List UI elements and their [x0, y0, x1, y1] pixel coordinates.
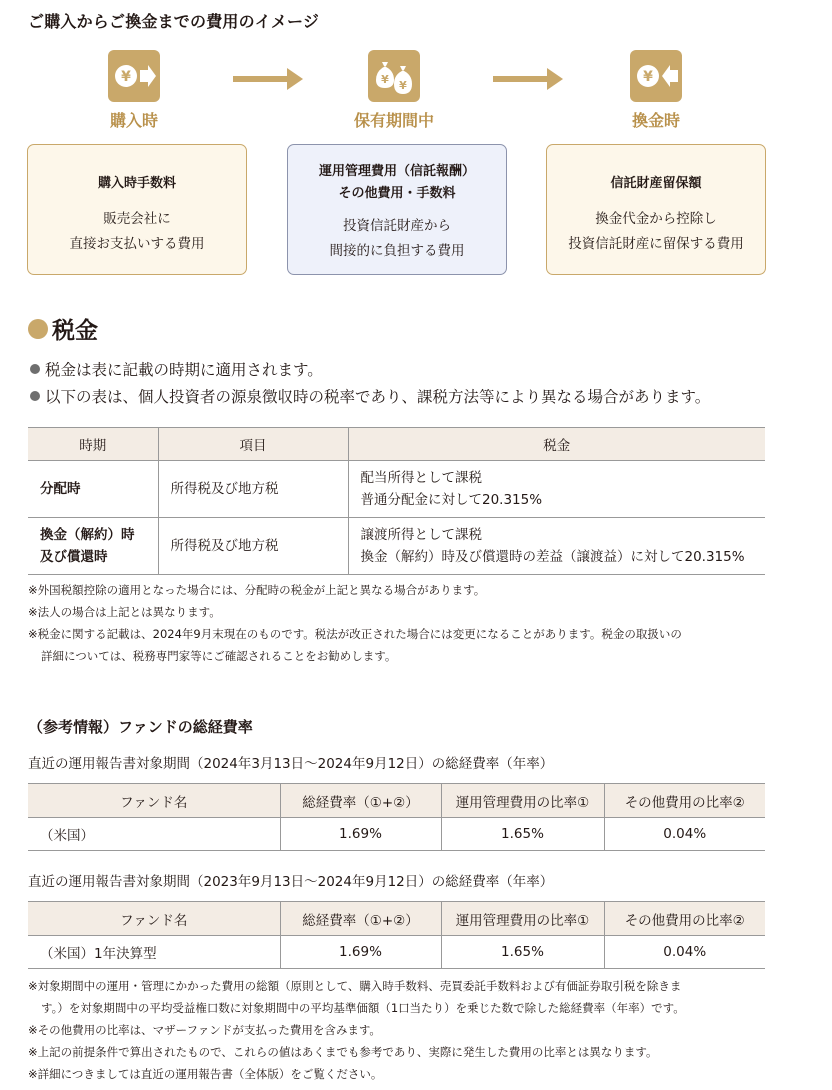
- tax-detail: 配当所得として課税 普通分配金に対して20.315%: [348, 461, 765, 518]
- stage-redemption: [546, 50, 766, 131]
- note-item: ※外国税額控除の適用となった場合には、分配時の税金が上記と異なる場合があります。: [28, 583, 486, 597]
- period-label: 直近の運用報告書対象期間（2024年3月13日～2024年9月12日）の総経費率（年率）: [28, 756, 554, 772]
- cost-box-desc: 投資信託財産から: [343, 218, 451, 234]
- cost-box-holding: [287, 144, 507, 275]
- stage-label: 換金時: [631, 111, 680, 130]
- tax-table: [28, 427, 765, 575]
- yen-arrow-in-icon: [108, 50, 160, 102]
- stage-holding: [284, 50, 504, 131]
- expense-ratio-table: [28, 901, 765, 969]
- yen-money-bags-icon: [368, 50, 420, 102]
- expense-ratio-table: [28, 783, 765, 851]
- cost-box-desc: 間接的に負担する費用: [329, 243, 465, 259]
- section-dot-icon: [28, 319, 48, 339]
- table-header-row: [28, 902, 765, 936]
- table-header: ファンド名: [28, 784, 280, 818]
- note-item: ※その他費用の比率は、マザーファンドが支払った費用を含みます。: [28, 1023, 381, 1037]
- table-header: 項目: [158, 428, 348, 461]
- tax-item: 所得税及び地方税: [158, 461, 348, 518]
- note-item: ※上記の前提条件で算出されたもので、これらの値はあくまでも参考であり、実際に発生した費用の比率とは異なります。: [28, 1045, 658, 1059]
- bullet-item: 以下の表は、個人投資者の源泉徴収時の税率であり、課税方法等により異なる場合があります。: [30, 386, 710, 408]
- stage-label: 購入時: [109, 111, 158, 130]
- table-header: その他費用の比率②: [604, 902, 765, 936]
- table-header-row: [28, 784, 765, 818]
- mgmt-ratio: 1.65%: [441, 936, 604, 969]
- reference-notes: [28, 975, 773, 1085]
- table-header: 時期: [28, 428, 158, 461]
- period-label: 直近の運用報告書対象期間（2023年9月13日～2024年9月12日）の総経費率（年率）: [28, 874, 554, 890]
- section-title: 税金: [52, 318, 98, 344]
- cost-box-purchase: [27, 144, 247, 275]
- yen-arrow-out-icon: [630, 50, 682, 102]
- cost-box-redemption: [546, 144, 766, 275]
- other-ratio: 0.04%: [604, 936, 765, 969]
- tax-timing: 換金（解約）時 及び償還時: [28, 518, 158, 575]
- table-header-row: [28, 428, 765, 461]
- svg-text:¥: ¥: [399, 79, 407, 92]
- note-item: ※詳細につきましては直近の運用報告書（全体版）をご覧ください。: [28, 1067, 383, 1081]
- table-header: 税金: [348, 428, 765, 461]
- table-row: [28, 461, 765, 518]
- cost-box-desc: 販売会社に: [103, 211, 171, 227]
- tax-detail: 譲渡所得として課税 換金（解約）時及び償還時の差益（譲渡益）に対して20.315%: [348, 518, 765, 575]
- note-item: ※税金に関する記載は、2024年9月末現在のものです。税法が改正された場合には変更になることがあります。税金の取扱いの 詳細については、税務専門家等にご確認されることをお勧めします。: [28, 627, 682, 663]
- stage-purchase: [24, 50, 244, 131]
- table-row: [28, 518, 765, 575]
- other-ratio: 0.04%: [604, 818, 765, 851]
- note-item: ※対象期間中の運用・管理にかかった費用の総額（原則として、購入時手数料、売買委託手数料および有価証券取引税を除きま す。）を対象期間中の平均受益権口数に対象期間中の平均基準価額（1口当たり）を乗じた数で除した総経費率（年率）です。: [28, 979, 685, 1015]
- table-header: その他費用の比率②: [604, 784, 765, 818]
- note-item: ※法人の場合は上記とは異なります。: [28, 605, 221, 619]
- tax-timing: 分配時: [28, 461, 158, 518]
- cost-box-desc: 投資信託財産に留保する費用: [568, 236, 744, 252]
- table-header: 総経費率（①+②）: [280, 784, 441, 818]
- cost-box-desc: 換金代金から控除し: [595, 211, 717, 227]
- svg-text:¥: ¥: [121, 69, 131, 85]
- bullet-item: 税金は表に記載の時期に適用されます。: [30, 359, 323, 381]
- tax-notes: [28, 579, 773, 667]
- table-header: 運用管理費用の比率①: [441, 902, 604, 936]
- mgmt-ratio: 1.65%: [441, 818, 604, 851]
- table-row: [28, 936, 765, 969]
- cost-box-title: 購入時手数料: [97, 176, 176, 191]
- section-heading: [28, 312, 98, 345]
- cost-box-desc: 直接お支払いする費用: [69, 236, 205, 252]
- cost-box-title: 運用管理費用（信託報酬）: [318, 164, 475, 179]
- svg-text:¥: ¥: [643, 69, 653, 85]
- total-ratio: 1.69%: [280, 818, 441, 851]
- cost-box-title: 信託財産留保額: [610, 176, 702, 191]
- table-row: [28, 818, 765, 851]
- bullet-dot-icon: [30, 364, 40, 374]
- page-title: ご購入からご換金までの費用のイメージ: [28, 12, 320, 31]
- fund-name: （米国）: [28, 818, 280, 851]
- stage-label: 保有期間中: [353, 111, 434, 130]
- table-header: 総経費率（①+②）: [280, 902, 441, 936]
- reference-title: （参考情報）ファンドの総経費率: [28, 718, 253, 736]
- fund-name: （米国）1年決算型: [28, 936, 280, 969]
- table-header: 運用管理費用の比率①: [441, 784, 604, 818]
- table-header: ファンド名: [28, 902, 280, 936]
- total-ratio: 1.69%: [280, 936, 441, 969]
- tax-item: 所得税及び地方税: [158, 518, 348, 575]
- cost-box-title: その他費用・手数料: [338, 186, 456, 201]
- svg-text:¥: ¥: [381, 73, 389, 86]
- bullet-dot-icon: [30, 391, 40, 401]
